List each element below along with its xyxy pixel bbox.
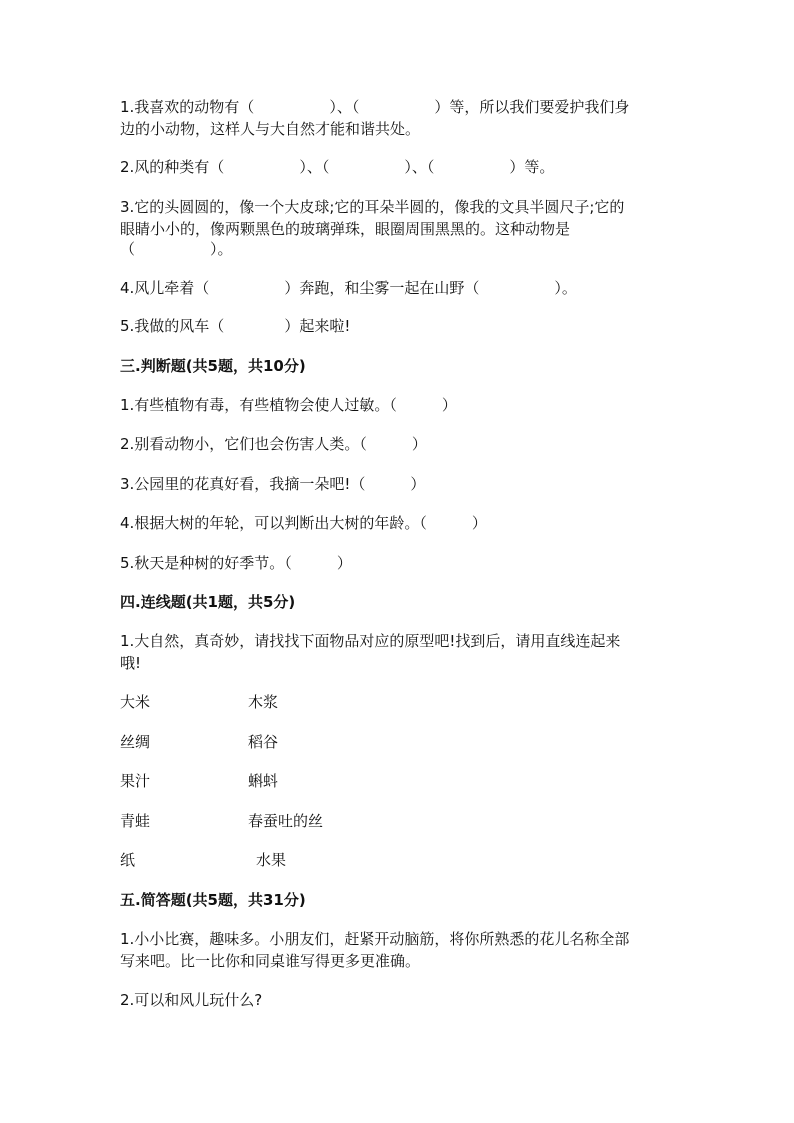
fill-blank-q1-line2: 边的小动物，这样人与大自然才能和谐共处。 xyxy=(120,120,421,138)
match-left-5: 纸 xyxy=(120,851,136,869)
fill-blank-q4: 4.风儿牵着（ ）奔跑，和尘雾一起在山野（ ）。 xyxy=(120,279,577,297)
match-right-2: 稻谷 xyxy=(248,733,279,751)
fill-blank-q3-line1: 3.它的头圆圆的，像一个大皮球;它的耳朵半圆的，像我的文具半圆尺子;它的 xyxy=(120,198,625,216)
judge-item-2: 2.别看动物小，它们也会伤害人类。（ ） xyxy=(120,435,427,453)
match-right-3: 蝌蚪 xyxy=(248,772,279,790)
section3-heading: 三.判断题(共5题，共10分) xyxy=(120,357,306,375)
match-right-5: 水果 xyxy=(256,851,287,869)
short-answer-q1-line2: 写来吧。比一比你和同桌谁写得更多更准确。 xyxy=(120,952,421,970)
fill-blank-q3-line2: 眼睛小小的，像两颗黑色的玻璃弹珠，眼圈周围黑黑的。这种动物是 xyxy=(120,220,571,238)
fill-blank-q1-line1: 1.我喜欢的动物有（ ）、（ ）等，所以我们要爱护我们身 xyxy=(120,98,630,116)
fill-blank-q2: 2.风的种类有（ ）、（ ）、（ ）等。 xyxy=(120,158,555,176)
match-left-3: 果汁 xyxy=(120,772,151,790)
match-left-1: 大米 xyxy=(120,693,151,711)
match-question-line2: 哦! xyxy=(120,654,142,672)
judge-item-1: 1.有些植物有毒，有些植物会使人过敏。（ ） xyxy=(120,396,457,414)
judge-item-3: 3.公园里的花真好看，我摘一朵吧!（ ） xyxy=(120,475,426,493)
section5-heading: 五.简答题(共5题，共31分) xyxy=(120,891,306,909)
section4-heading: 四.连线题(共1题，共5分) xyxy=(120,593,296,611)
match-question-line1: 1.大自然，真奇妙，请找找下面物品对应的原型吧!找到后，请用直线连起来 xyxy=(120,632,621,650)
fill-blank-q5: 5.我做的风车（ ）起来啦! xyxy=(120,317,351,335)
judge-item-4: 4.根据大树的年轮，可以判断出大树的年龄。（ ） xyxy=(120,514,487,532)
fill-blank-q3-line3: （ ）。 xyxy=(120,240,233,258)
match-right-1: 木浆 xyxy=(248,693,279,711)
judge-item-5: 5.秋天是种树的好季节。（ ） xyxy=(120,554,352,572)
short-answer-q2: 2.可以和风儿玩什么? xyxy=(120,991,263,1009)
match-left-2: 丝绸 xyxy=(120,733,151,751)
short-answer-q1-line1: 1.小小比赛，趣味多。小朋友们，赶紧开动脑筋，将你所熟悉的花儿名称全部 xyxy=(120,930,630,948)
match-left-4: 青蛙 xyxy=(120,812,151,830)
match-right-4: 春蚕吐的丝 xyxy=(248,812,324,830)
